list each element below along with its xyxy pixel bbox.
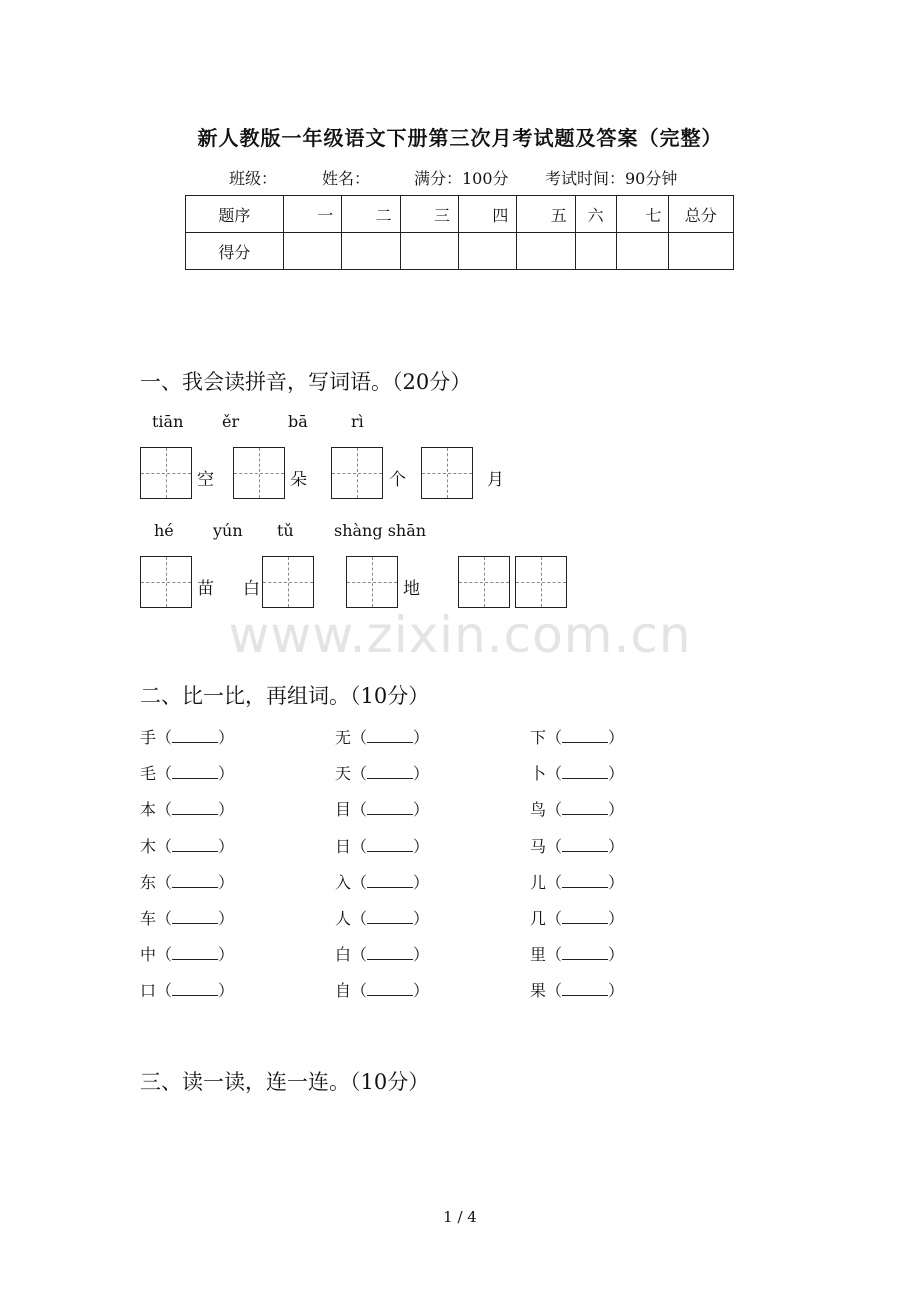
given-character: 果 bbox=[530, 981, 547, 1001]
left-paren: （ bbox=[156, 728, 173, 747]
left-paren: （ bbox=[351, 872, 368, 892]
list-item bbox=[530, 725, 624, 748]
table-header-cell: 六 bbox=[575, 196, 616, 233]
list-item bbox=[335, 942, 429, 965]
right-paren: ） bbox=[413, 836, 430, 856]
left-paren: （ bbox=[351, 728, 368, 747]
given-character: 目 bbox=[335, 800, 352, 820]
pinyin: bā bbox=[288, 412, 308, 431]
given-character: 毛 bbox=[140, 764, 157, 784]
given-character: 木 bbox=[140, 836, 157, 856]
right-paren: ） bbox=[218, 872, 235, 892]
given-character: 里 bbox=[530, 945, 547, 965]
given-character: 中 bbox=[140, 945, 157, 965]
given-character: 鸟 bbox=[530, 800, 547, 820]
right-paren: ） bbox=[413, 800, 430, 820]
list-item bbox=[530, 906, 624, 929]
pinyin: ěr bbox=[222, 412, 240, 431]
full-score: 满分：100分 bbox=[414, 169, 509, 188]
answer-blank[interactable] bbox=[367, 728, 413, 743]
answer-blank[interactable] bbox=[562, 945, 608, 960]
left-paren: （ bbox=[546, 764, 563, 784]
list-item bbox=[140, 725, 234, 748]
given-character: 马 bbox=[530, 836, 547, 856]
left-paren: （ bbox=[546, 872, 563, 892]
left-paren: （ bbox=[156, 872, 173, 892]
given-character: 卜 bbox=[530, 764, 547, 784]
table-header-cell: 题序 bbox=[186, 196, 284, 233]
right-paren: ） bbox=[413, 728, 430, 747]
given-character: 无 bbox=[335, 728, 352, 747]
left-paren: （ bbox=[156, 981, 173, 1001]
right-paren: ） bbox=[218, 836, 235, 856]
score-table bbox=[185, 195, 734, 270]
list-item bbox=[140, 978, 234, 1001]
given-character: 朵 bbox=[290, 470, 307, 490]
answer-blank[interactable] bbox=[367, 945, 413, 960]
list-item bbox=[335, 797, 429, 820]
given-character: 自 bbox=[335, 981, 352, 1001]
table-header-cell: 总分 bbox=[668, 196, 733, 233]
list-item bbox=[335, 906, 429, 929]
right-paren: ） bbox=[608, 909, 625, 928]
left-paren: （ bbox=[546, 945, 563, 965]
score-table-score-row bbox=[186, 233, 734, 270]
writing-box[interactable] bbox=[458, 556, 510, 608]
watermark: www.zixin.com.cn bbox=[228, 606, 692, 664]
score-cell[interactable] bbox=[616, 233, 668, 270]
answer-blank[interactable] bbox=[172, 837, 218, 852]
given-character: 月 bbox=[487, 470, 504, 490]
list-item bbox=[530, 978, 624, 1001]
given-character: 白 bbox=[243, 579, 260, 599]
answer-blank[interactable] bbox=[172, 945, 218, 960]
answer-blank[interactable] bbox=[562, 909, 608, 924]
right-paren: ） bbox=[218, 728, 235, 747]
answer-blank[interactable] bbox=[367, 909, 413, 924]
answer-blank[interactable] bbox=[172, 764, 218, 779]
score-table-header-row bbox=[186, 196, 734, 233]
writing-box[interactable] bbox=[140, 556, 192, 608]
right-paren: ） bbox=[413, 909, 430, 928]
document-title: 新人教版一年级语文下册第三次月考试题及答案（完整） bbox=[197, 126, 723, 150]
given-character: 地 bbox=[403, 579, 420, 599]
answer-blank[interactable] bbox=[172, 800, 218, 815]
left-paren: （ bbox=[351, 981, 368, 1001]
pinyin: rì bbox=[351, 412, 364, 431]
answer-blank[interactable] bbox=[562, 873, 608, 888]
answer-blank[interactable] bbox=[367, 873, 413, 888]
list-item bbox=[140, 906, 234, 929]
score-cell[interactable] bbox=[400, 233, 458, 270]
writing-box[interactable] bbox=[233, 447, 285, 499]
list-item bbox=[335, 761, 429, 784]
class-label: 班级： bbox=[229, 169, 278, 188]
list-item bbox=[530, 834, 624, 857]
given-character: 下 bbox=[530, 728, 547, 747]
left-paren: （ bbox=[351, 764, 368, 784]
list-item bbox=[140, 870, 234, 893]
pinyin: hé bbox=[154, 521, 174, 540]
given-character: 手 bbox=[140, 728, 157, 747]
left-paren: （ bbox=[351, 836, 368, 856]
left-paren: （ bbox=[156, 800, 173, 820]
score-cell[interactable] bbox=[668, 233, 733, 270]
name-label: 姓名： bbox=[322, 169, 371, 188]
table-header-cell: 一 bbox=[283, 196, 341, 233]
given-character: 口 bbox=[140, 981, 157, 1001]
right-paren: ） bbox=[218, 764, 235, 784]
left-paren: （ bbox=[546, 728, 563, 747]
left-paren: （ bbox=[156, 945, 173, 965]
pinyin: tǔ bbox=[277, 521, 294, 540]
list-item bbox=[140, 942, 234, 965]
right-paren: ） bbox=[608, 728, 625, 747]
list-item bbox=[140, 797, 234, 820]
list-item bbox=[335, 725, 429, 748]
given-character: 入 bbox=[335, 872, 352, 892]
given-character: 人 bbox=[335, 909, 352, 928]
answer-blank[interactable] bbox=[367, 837, 413, 852]
writing-box[interactable] bbox=[262, 556, 314, 608]
given-character: 儿 bbox=[530, 872, 547, 892]
score-cell[interactable] bbox=[517, 233, 575, 270]
left-paren: （ bbox=[156, 836, 173, 856]
table-header-cell: 三 bbox=[400, 196, 458, 233]
right-paren: ） bbox=[413, 764, 430, 784]
pinyin: tiān bbox=[152, 412, 184, 431]
answer-blank[interactable] bbox=[367, 981, 413, 996]
given-character: 苗 bbox=[197, 579, 214, 599]
section1-title: 一、我会读拼音，写词语。（20分） bbox=[140, 370, 472, 394]
given-character: 白 bbox=[335, 945, 352, 965]
given-character: 天 bbox=[335, 764, 352, 784]
given-character: 空 bbox=[197, 470, 214, 490]
answer-blank[interactable] bbox=[562, 800, 608, 815]
list-item bbox=[140, 834, 234, 857]
left-paren: （ bbox=[156, 764, 173, 784]
right-paren: ） bbox=[218, 945, 235, 965]
given-character: 个 bbox=[389, 470, 406, 490]
right-paren: ） bbox=[608, 800, 625, 820]
writing-box[interactable] bbox=[140, 447, 192, 499]
table-header-cell: 四 bbox=[459, 196, 517, 233]
right-paren: ） bbox=[413, 945, 430, 965]
answer-blank[interactable] bbox=[172, 981, 218, 996]
right-paren: ） bbox=[218, 800, 235, 820]
answer-blank[interactable] bbox=[367, 800, 413, 815]
score-row-label: 得分 bbox=[186, 233, 284, 270]
given-character: 日 bbox=[335, 836, 352, 856]
right-paren: ） bbox=[608, 836, 625, 856]
section2-title: 二、比一比，再组词。（10分） bbox=[140, 684, 430, 708]
right-paren: ） bbox=[218, 981, 235, 1001]
given-character: 几 bbox=[530, 909, 547, 928]
pinyin: yún bbox=[213, 521, 243, 540]
given-character: 车 bbox=[140, 909, 157, 928]
answer-blank[interactable] bbox=[172, 909, 218, 924]
score-cell[interactable] bbox=[283, 233, 341, 270]
writing-box[interactable] bbox=[515, 556, 567, 608]
page-number: 1 / 4 bbox=[443, 1208, 477, 1226]
left-paren: （ bbox=[351, 909, 368, 928]
right-paren: ） bbox=[218, 909, 235, 928]
right-paren: ） bbox=[608, 981, 625, 1001]
answer-blank[interactable] bbox=[172, 873, 218, 888]
list-item bbox=[335, 834, 429, 857]
left-paren: （ bbox=[546, 836, 563, 856]
left-paren: （ bbox=[156, 909, 173, 928]
answer-blank[interactable] bbox=[367, 764, 413, 779]
list-item bbox=[530, 761, 624, 784]
left-paren: （ bbox=[351, 800, 368, 820]
right-paren: ） bbox=[413, 872, 430, 892]
section3-title: 三、读一读，连一连。（10分） bbox=[140, 1070, 430, 1094]
writing-box[interactable] bbox=[346, 556, 398, 608]
list-item bbox=[530, 870, 624, 893]
writing-box[interactable] bbox=[421, 447, 473, 499]
right-paren: ） bbox=[608, 945, 625, 965]
left-paren: （ bbox=[546, 909, 563, 928]
list-item bbox=[530, 797, 624, 820]
table-header-cell: 二 bbox=[342, 196, 400, 233]
list-item bbox=[335, 870, 429, 893]
list-item bbox=[335, 978, 429, 1001]
answer-blank[interactable] bbox=[172, 728, 218, 743]
exam-time: 考试时间：90分钟 bbox=[545, 169, 678, 188]
table-header-cell: 五 bbox=[517, 196, 575, 233]
left-paren: （ bbox=[546, 800, 563, 820]
left-paren: （ bbox=[546, 981, 563, 1001]
score-cell[interactable] bbox=[342, 233, 400, 270]
answer-blank[interactable] bbox=[562, 764, 608, 779]
pinyin: shàng shān bbox=[334, 521, 427, 540]
score-cell[interactable] bbox=[575, 233, 616, 270]
right-paren: ） bbox=[608, 764, 625, 784]
given-character: 本 bbox=[140, 800, 157, 820]
answer-blank[interactable] bbox=[562, 728, 608, 743]
given-character: 东 bbox=[140, 872, 157, 892]
list-item bbox=[140, 761, 234, 784]
right-paren: ） bbox=[608, 872, 625, 892]
table-header-cell: 七 bbox=[616, 196, 668, 233]
answer-blank[interactable] bbox=[562, 981, 608, 996]
writing-box[interactable] bbox=[331, 447, 383, 499]
left-paren: （ bbox=[351, 945, 368, 965]
list-item bbox=[530, 942, 624, 965]
right-paren: ） bbox=[413, 981, 430, 1001]
score-cell[interactable] bbox=[459, 233, 517, 270]
answer-blank[interactable] bbox=[562, 837, 608, 852]
